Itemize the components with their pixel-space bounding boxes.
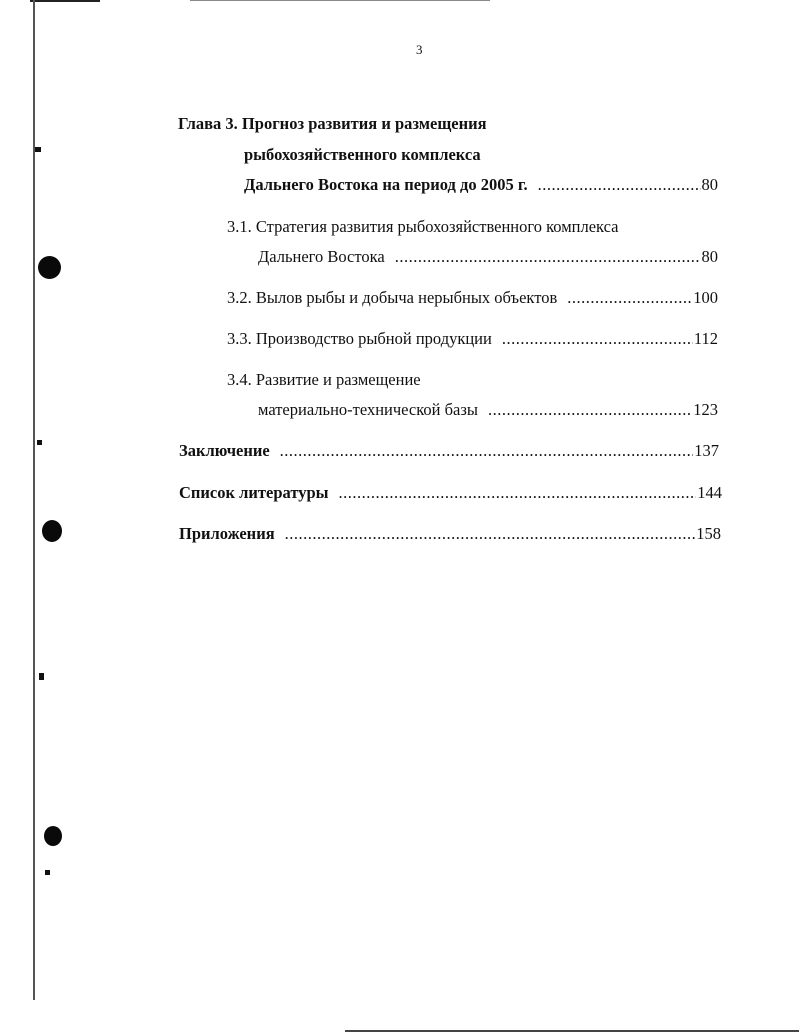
appendices-entry — [179, 524, 721, 544]
dot-leader — [339, 483, 697, 503]
references-entry — [179, 483, 722, 503]
section-3-4-line-2: материально-технической базы — [258, 400, 478, 419]
page-number: 3 — [416, 42, 423, 57]
section-3-1-line-1: 3.1. Стратегия развития рыбохозяйственного комплекса — [227, 217, 619, 236]
conclusion-entry — [179, 441, 719, 461]
section-3-3-title: 3.3. Производство рыбной продукции — [227, 329, 492, 348]
section-3-3-page: 112 — [693, 329, 718, 348]
section-3-4-line-1: 3.4. Развитие и размещение — [227, 370, 421, 389]
section-3-1-entry — [258, 247, 718, 267]
section-3-4-page: 123 — [693, 400, 718, 419]
chapter-title-line-3: Дальнего Востока на период до 2005 г. — [244, 175, 528, 194]
references-title: Список литературы — [179, 483, 329, 502]
appendices-page: 158 — [696, 524, 721, 543]
chapter-title-line-1: Глава 3. Прогноз развития и размещения — [178, 114, 487, 133]
appendices-title: Приложения — [179, 524, 275, 543]
dot-leader — [488, 400, 692, 420]
conclusion-page: 137 — [694, 441, 719, 460]
section-3-1-line-2: Дальнего Востока — [258, 247, 385, 266]
dot-leader — [538, 175, 701, 195]
dot-leader — [502, 329, 693, 349]
section-3-1-page: 80 — [701, 247, 718, 266]
section-3-4-entry — [258, 400, 718, 420]
dot-leader — [280, 441, 694, 461]
dot-leader — [395, 247, 701, 267]
dot-leader — [285, 524, 696, 544]
chapter-page: 80 — [701, 175, 718, 194]
section-3-2-title: 3.2. Вылов рыбы и добыча нерыбных объектов — [227, 288, 558, 307]
section-3-2-entry — [227, 288, 718, 308]
conclusion-title: Заключение — [179, 441, 270, 460]
section-3-2-page: 100 — [693, 288, 718, 307]
references-page: 144 — [697, 483, 722, 502]
section-3-3-entry — [227, 329, 718, 349]
dot-leader — [567, 288, 692, 308]
chapter-entry — [244, 175, 718, 195]
chapter-title-line-2: рыбохозяйственного комплекса — [244, 145, 481, 164]
